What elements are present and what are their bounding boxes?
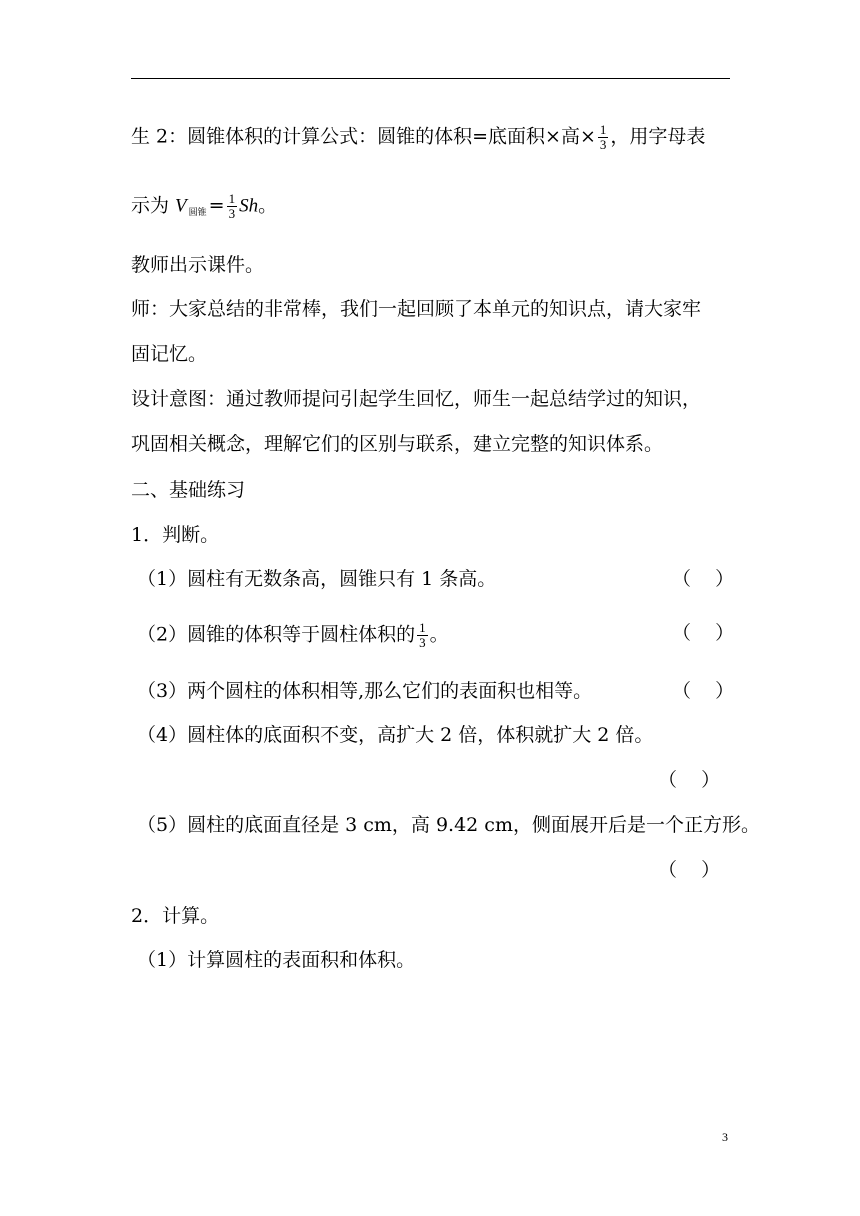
fraction-numerator: 1 <box>419 620 426 635</box>
question-1-heading: 1．判断。 <box>131 524 220 546</box>
formula-line-1 <box>131 123 705 152</box>
header-rule <box>131 78 730 79</box>
fraction-numerator: 1 <box>228 191 236 206</box>
answer-blank-3[interactable]: （ ） <box>672 680 735 702</box>
judge-item-3: （3）两个圆柱的体积相等,那么它们的表面积也相等。 <box>137 680 593 702</box>
fraction-one-third <box>417 621 428 650</box>
judge-item-2-prefix: （2）圆锥的体积等于圆柱体积的 <box>137 623 416 646</box>
formula-line-2-suffix: 。 <box>258 194 278 217</box>
volume-variable: V <box>175 195 187 217</box>
fraction-one-third <box>227 192 238 221</box>
fraction-denominator: 3 <box>228 206 236 221</box>
fraction-denominator: 3 <box>419 635 426 650</box>
formula-line-1-suffix: ，用字母表 <box>610 125 706 148</box>
question-2-heading: 2．计算。 <box>131 905 220 927</box>
teacher-talk-line-1: 师：大家总结的非常棒，我们一起回顾了本单元的知识点，请大家牢 <box>131 298 702 320</box>
formula-line-2-prefix: 示为 <box>131 194 176 217</box>
answer-blank-2[interactable]: （ ） <box>672 622 735 644</box>
calc-item-1: （1）计算圆柱的表面积和体积。 <box>137 949 416 971</box>
design-intent-line-1: 设计意图：通过教师提问引起学生回忆，师生一起总结学过的知识， <box>131 388 702 410</box>
fraction-numerator: 1 <box>599 122 607 137</box>
answer-blank-4[interactable]: （ ） <box>658 769 721 791</box>
page-number: 3 <box>722 1130 728 1144</box>
teacher-show-text: 教师出示课件。 <box>131 254 265 276</box>
sh-variable: Sh <box>239 195 259 217</box>
section-heading: 二、基础练习 <box>131 479 246 501</box>
judge-item-2-suffix: 。 <box>429 623 449 646</box>
answer-blank-1[interactable]: （ ） <box>672 568 735 590</box>
formula-line-1-prefix: 生 2：圆锥体积的计算公式：圆锥的体积=底面积×高× <box>131 125 596 148</box>
answer-blank-5[interactable]: （ ） <box>658 859 721 881</box>
teacher-talk-line-2: 固记忆。 <box>131 343 208 365</box>
volume-subscript: 圆锥 <box>188 207 207 218</box>
equals-sign: = <box>208 194 225 217</box>
design-intent-line-2: 巩固相关概念，理解它们的区别与联系，建立完整的知识体系。 <box>131 433 664 455</box>
judge-item-2 <box>137 621 449 650</box>
judge-item-5: （5）圆柱的底面直径是 3 cm，高 9.42 cm，侧面展开后是一个正方形。 <box>137 814 760 836</box>
judge-item-4: （4）圆柱体的底面积不变，高扩大 2 倍，体积就扩大 2 倍。 <box>137 724 654 746</box>
formula-line-2 <box>131 192 277 225</box>
fraction-one-third <box>598 123 609 152</box>
fraction-denominator: 3 <box>599 137 607 152</box>
judge-item-1: （1）圆柱有无数条高，圆锥只有 1 条高。 <box>137 568 497 590</box>
